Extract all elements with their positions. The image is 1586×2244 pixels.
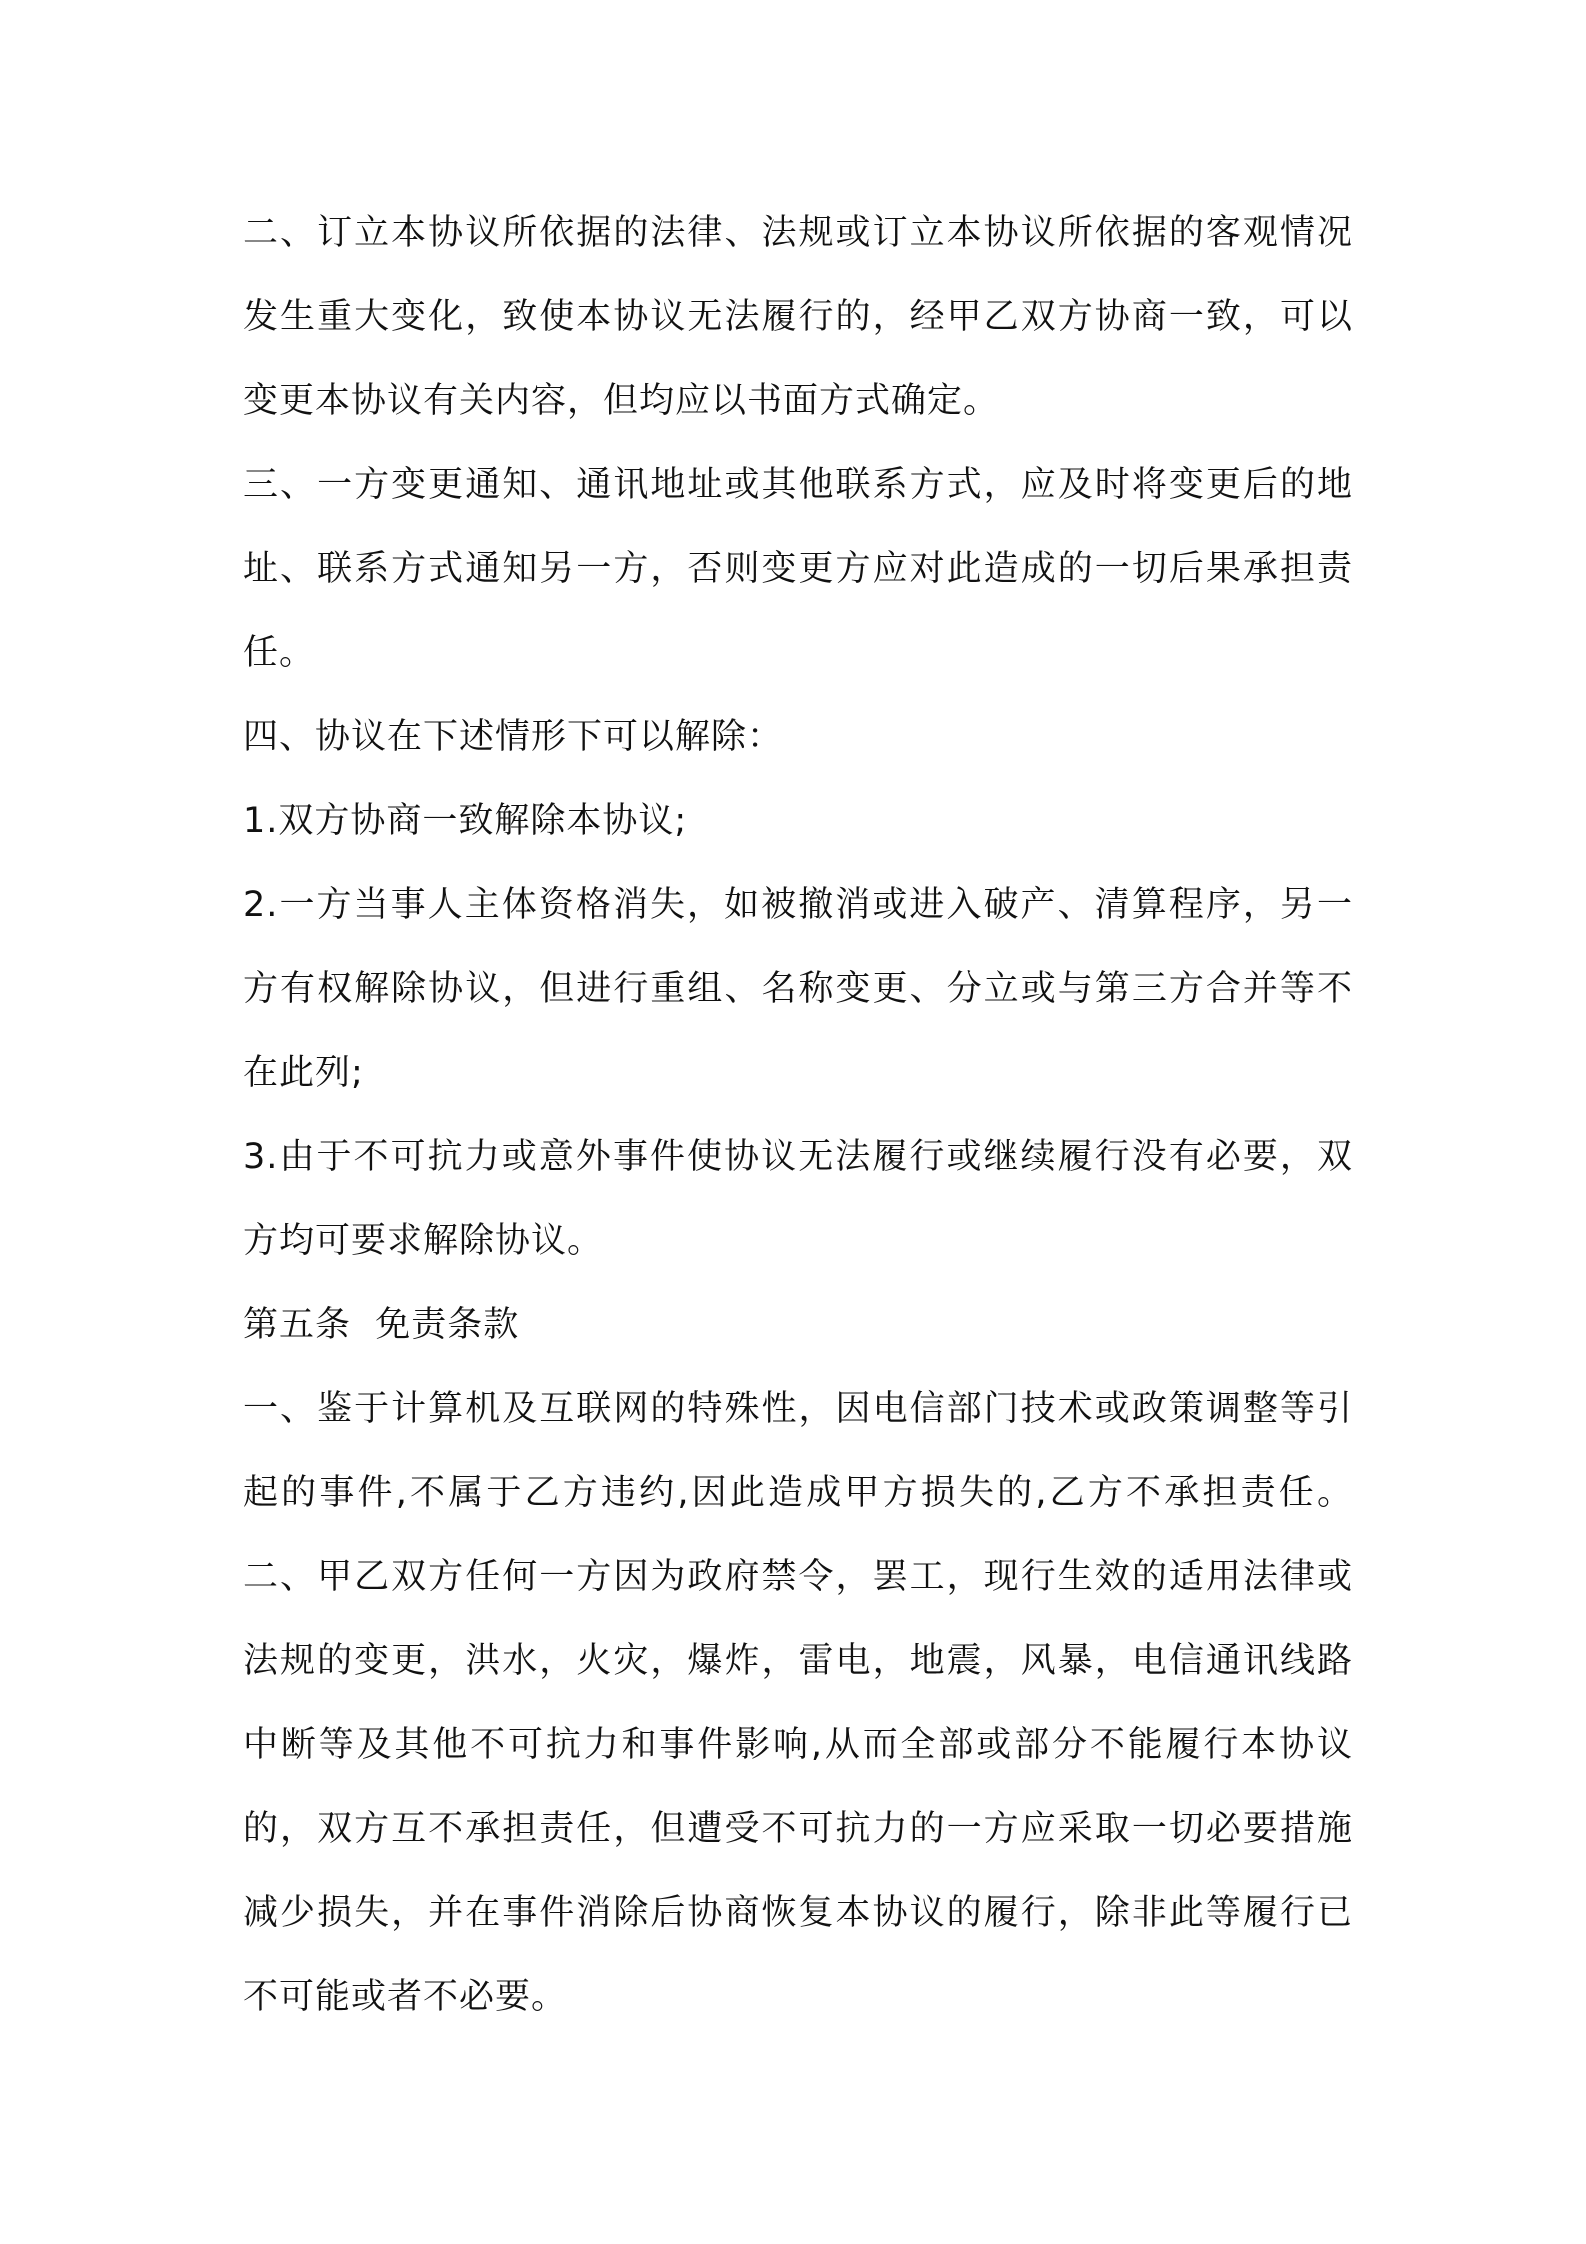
- text-line: 法规的变更，洪水，火灾，爆炸，雷电，地震，风暴，电信通讯线路: [243, 1641, 1353, 1681]
- text-line: 2.一方当事人主体资格消失，如被撤消或进入破产、清算程序，另一: [243, 885, 1353, 925]
- text-line: 方均可要求解除协议。: [243, 1221, 604, 1261]
- text-line: 址、联系方式通知另一方，否则变更方应对此造成的一切后果承担责: [243, 549, 1353, 589]
- text-line: 1.双方协商一致解除本协议;: [243, 801, 688, 841]
- text-line: 3.由于不可抗力或意外事件使协议无法履行或继续履行没有必要，双: [243, 1137, 1353, 1177]
- text-line: 四、协议在下述情形下可以解除：: [243, 717, 784, 757]
- document-body: [243, 191, 1363, 2039]
- text-line: 二、甲乙双方任何一方因为政府禁令，罢工，现行生效的适用法律或: [243, 1557, 1353, 1597]
- text-line: 任。: [243, 633, 316, 673]
- section-heading: 第五条 免责条款: [243, 1305, 520, 1345]
- text-line: 的，双方互不承担责任，但遭受不可抗力的一方应采取一切必要措施: [243, 1809, 1353, 1849]
- text-line: 发生重大变化，致使本协议无法履行的，经甲乙双方协商一致，可以: [243, 297, 1353, 337]
- text-line: 起的事件,不属于乙方违约,因此造成甲方损失的,乙方不承担责任。: [243, 1473, 1353, 1513]
- text-line: 三、一方变更通知、通讯地址或其他联系方式，应及时将变更后的地: [243, 465, 1353, 505]
- text-line: 一、鉴于计算机及互联网的特殊性，因电信部门技术或政策调整等引: [243, 1389, 1353, 1429]
- text-line: 在此列;: [243, 1053, 364, 1093]
- text-line: 变更本协议有关内容，但均应以书面方式确定。: [243, 381, 1000, 421]
- text-line: 二、订立本协议所依据的法律、法规或订立本协议所依据的客观情况: [243, 213, 1353, 253]
- text-line: 方有权解除协议，但进行重组、名称变更、分立或与第三方合并等不: [243, 969, 1353, 1009]
- text-line: 不可能或者不必要。: [243, 1977, 568, 2017]
- text-line: 减少损失，并在事件消除后协商恢复本协议的履行，除非此等履行已: [243, 1893, 1353, 1933]
- text-line: 中断等及其他不可抗力和事件影响,从而全部或部分不能履行本协议: [243, 1725, 1353, 1765]
